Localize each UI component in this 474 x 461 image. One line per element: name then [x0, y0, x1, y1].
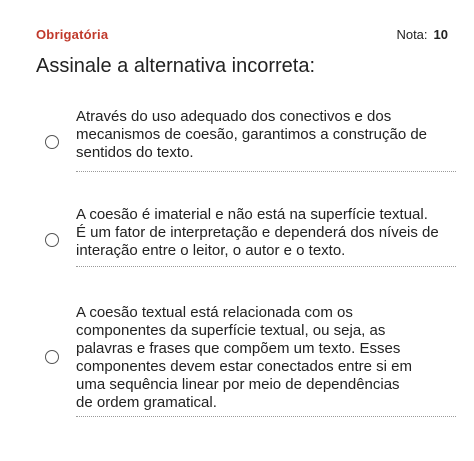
option-1-text [76, 108, 456, 162]
option-3-line: palavras e frases que compõem um texto. Esses [76, 340, 401, 357]
option-2[interactable] [18, 206, 458, 286]
option-3-divider [76, 416, 456, 417]
option-2-divider [76, 266, 456, 267]
option-3-line: A coesão textual está relacionada com os [76, 304, 353, 321]
question-title: Assinale a alternativa incorreta: [36, 55, 316, 77]
option-3-line: uma sequência linear por meio de dependências [76, 376, 400, 393]
option-1-line: Através do uso adequado dos conectivos e dos [76, 108, 392, 125]
option-1-divider [76, 171, 456, 172]
option-2-line: A coesão é imaterial e não está na superfície textual. [76, 206, 428, 223]
option-3-line: componentes da superfície textual, ou seja, as [76, 322, 386, 339]
option-2-line: interação entre o leitor, o autor e o texto. [76, 242, 346, 259]
question-header [18, 26, 458, 46]
option-2-line: É um fator de interpretação e dependerá dos níveis de [76, 224, 439, 241]
required-label: Obrigatória [36, 27, 109, 42]
option-3-radio[interactable] [45, 350, 59, 364]
option-3-text [76, 304, 456, 412]
question-card [18, 16, 470, 456]
option-1-line: mecanismos de coesão, garantimos a construção de [76, 126, 428, 143]
grade-display [396, 27, 448, 42]
option-3-line: componentes devem estar conectados entre si em [76, 358, 413, 375]
grade-label: Nota: [396, 27, 428, 42]
grade-value: 10 [433, 27, 448, 42]
option-1-radio[interactable] [45, 135, 59, 149]
option-1-line: sentidos do texto. [76, 144, 194, 161]
option-3[interactable] [18, 304, 458, 424]
option-2-text [76, 206, 456, 260]
option-2-radio[interactable] [45, 233, 59, 247]
option-1[interactable] [18, 108, 458, 188]
option-3-line: de ordem gramatical. [76, 394, 217, 411]
